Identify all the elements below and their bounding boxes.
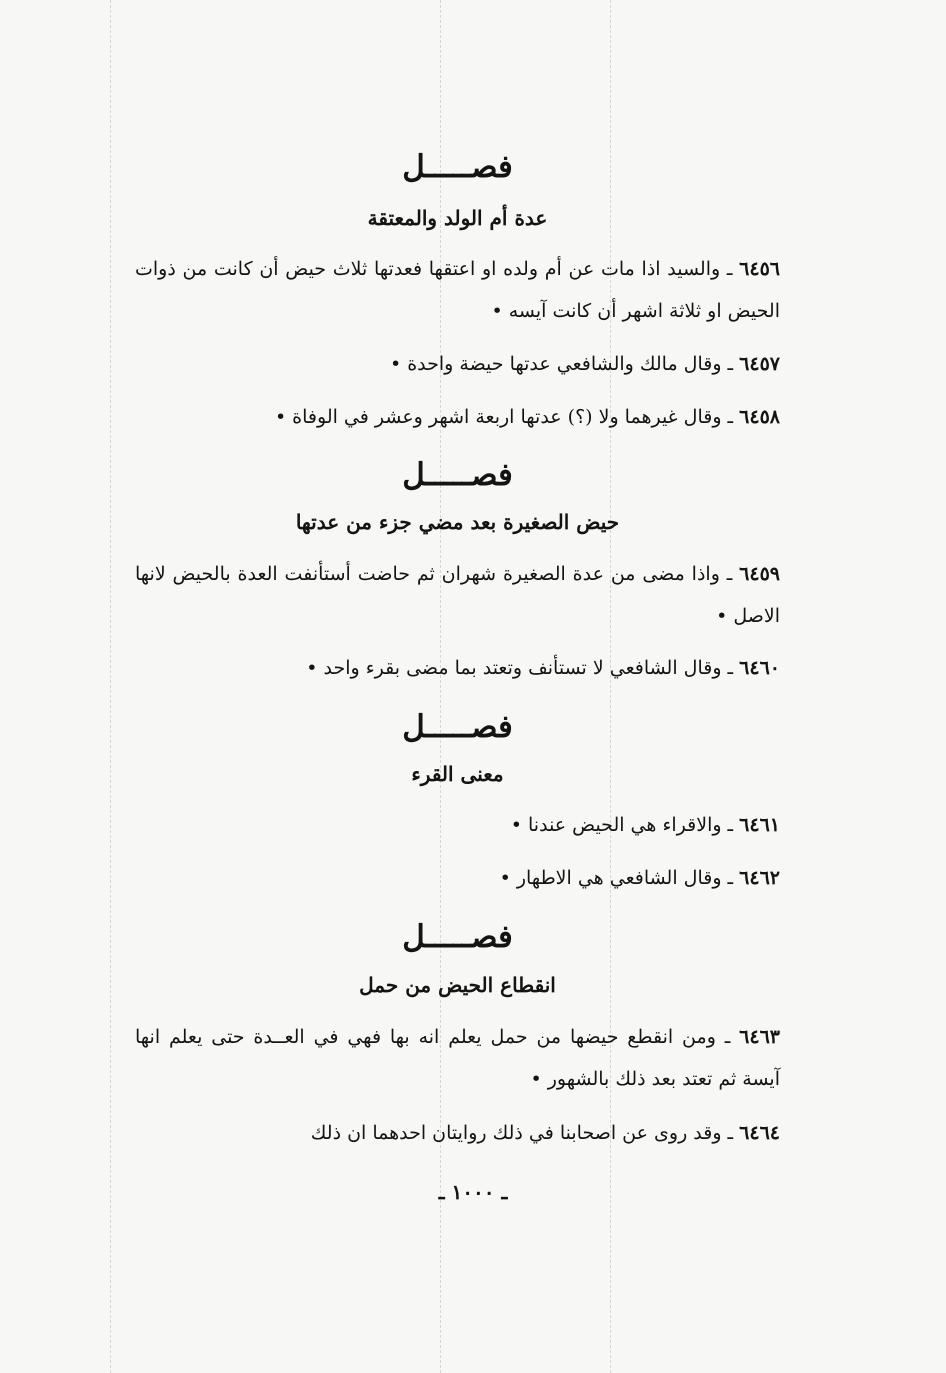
paragraph-text: ـ واذا مضى من عدة الصغيرة شهران ثم حاضت أستأنفت العدة بالحيض لانها الاصل •: [135, 563, 780, 627]
paragraph-number: ٦٤٦٤: [739, 1122, 780, 1144]
section-heading: معنى القرء: [411, 762, 504, 786]
paragraph-number: ٦٤٥٧: [739, 353, 780, 375]
paragraph: [135, 647, 780, 689]
section-heading: حيض الصغيرة بعد مضي جزء من عدتها: [295, 510, 620, 534]
paragraph-text: ـ والسيد اذا مات عن أم ولده او اعتقها فعدتها ثلاث حيض أن كانت من ذوات الحيض او ثلاثة اشهر أن كانت آيسه •: [135, 258, 780, 322]
paragraph: [135, 396, 780, 438]
paragraph: [135, 857, 780, 899]
paragraph-number: ٦٤٦٢: [739, 867, 780, 889]
section-title: فصـــــل: [402, 149, 513, 185]
section-heading: عدة أم الولد والمعتقة: [367, 206, 548, 230]
section-title: فصـــــل: [402, 709, 513, 745]
paragraph-text: ـ ومن انقطع حيضها من حمل يعلم انه بها فهي في العــدة حتى يعلم انها آيسة ثم تعتد بعد ذلك بالشهور •: [135, 1026, 780, 1090]
paragraph-text: ـ وقال غيرهما ولا (؟) عدتها اربعة اشهر وعشر في الوفاة •: [274, 406, 734, 428]
paragraph-number: ٦٤٥٨: [739, 406, 780, 428]
page-number: ـ ١٠٠٠ ـ: [438, 1180, 508, 1204]
paragraph-number: ٦٤٦٣: [739, 1026, 780, 1048]
paragraph-text: ـ وقال الشافعي هي الاطهار •: [499, 867, 734, 889]
paragraph: [135, 1016, 780, 1100]
paragraph: [135, 1112, 780, 1154]
paragraph-text: ـ وقد روى عن اصحابنا في ذلك روايتان احدهما ان ذلك: [310, 1122, 734, 1144]
section-heading: انقطاع الحيض من حمل: [359, 973, 556, 997]
paragraph: [135, 343, 780, 385]
scan-fold-line: [110, 0, 111, 1373]
paragraph-text: ـ والاقراء هي الحيض عندنا •: [510, 814, 734, 836]
paragraph: [135, 248, 780, 332]
paragraph-text: ـ وقال الشافعي لا تستأنف وتعتد بما مضى بقرء واحد •: [306, 657, 734, 679]
paragraph-number: ٦٤٦١: [739, 814, 780, 836]
paragraph-number: ٦٤٥٦: [739, 258, 780, 280]
paragraph: [135, 804, 780, 846]
section-title: فصـــــل: [402, 919, 513, 955]
paragraph-number: ٦٤٦٠: [739, 657, 780, 679]
paragraph-text: ـ وقال مالك والشافعي عدتها حيضة واحدة •: [389, 353, 734, 375]
section-title: فصـــــل: [402, 457, 513, 493]
paragraph: [135, 553, 780, 637]
paragraph-number: ٦٤٥٩: [739, 563, 780, 585]
